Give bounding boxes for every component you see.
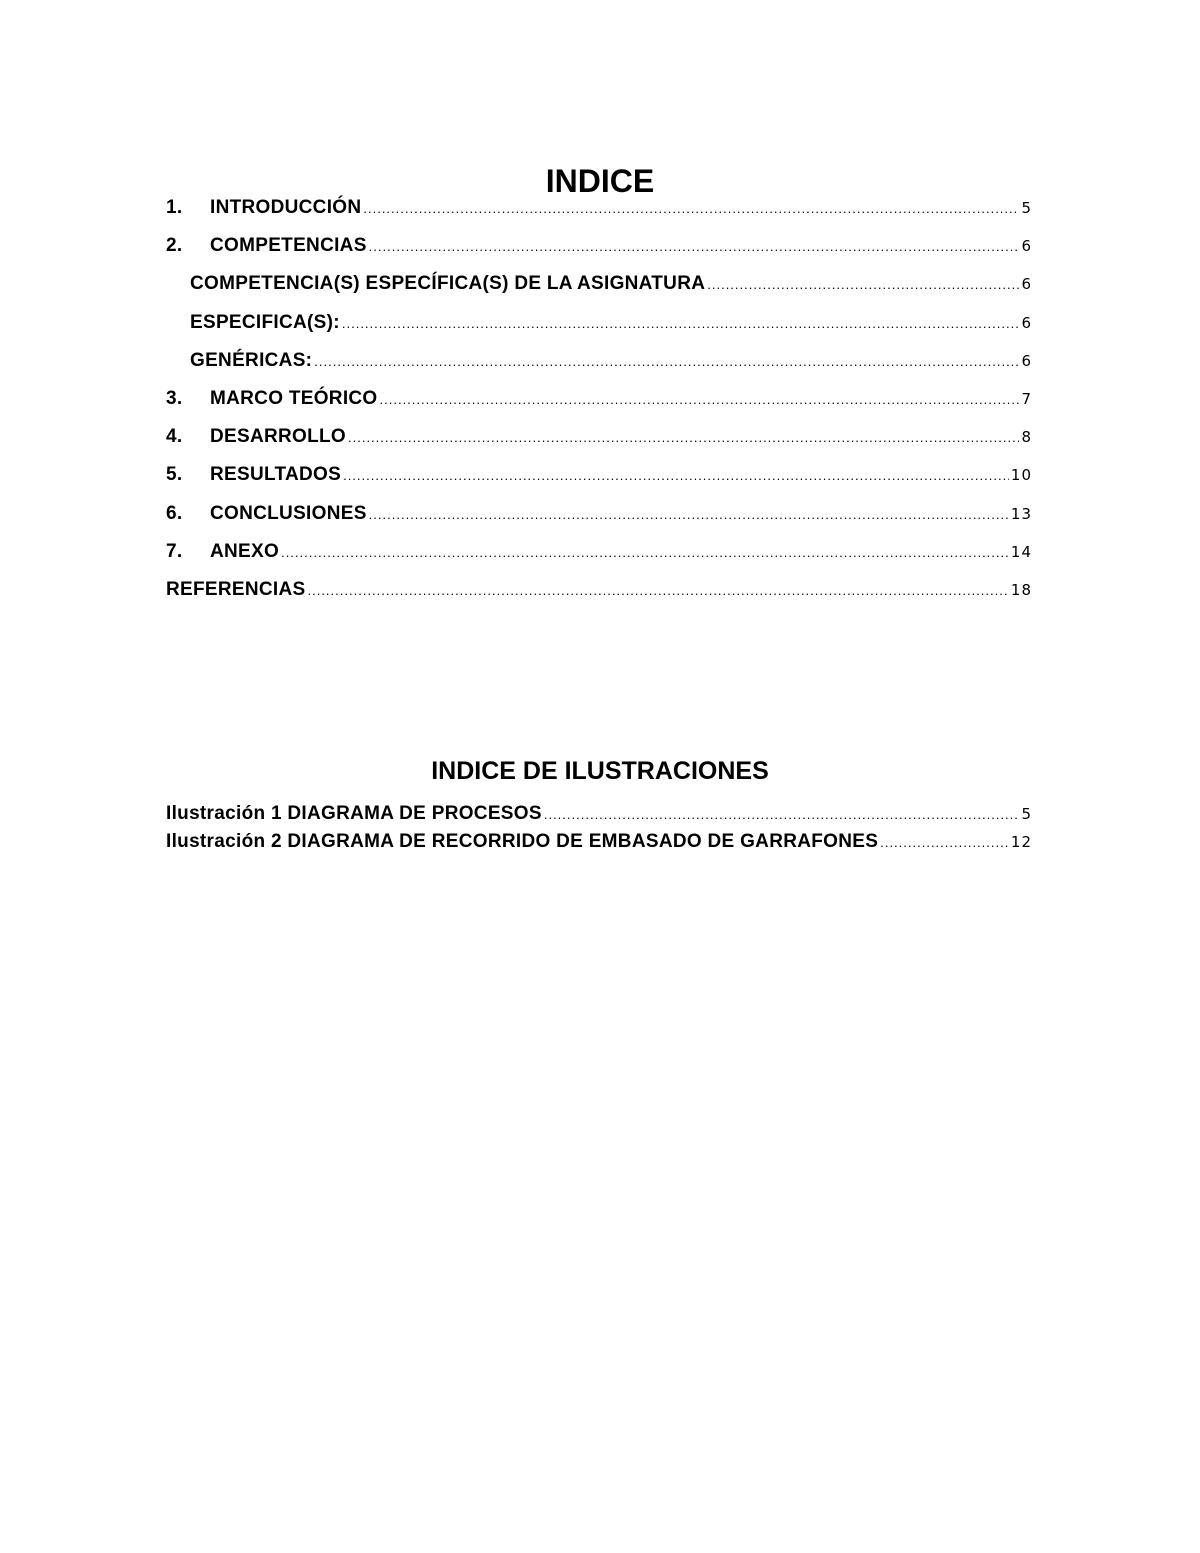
toc-dot-leader (544, 807, 1020, 822)
figure-entry-label: Ilustración 1 DIAGRAMA DE PROCESOS (166, 803, 542, 824)
toc-title: INDICE (545, 163, 655, 199)
toc-dot-leader (380, 392, 1020, 407)
toc-dot-leader (307, 583, 1008, 598)
toc-dot-leader (281, 545, 1009, 560)
toc-dot-leader (363, 201, 1019, 216)
toc-entry-number: 2. (166, 235, 183, 257)
toc-entry-page: 10 (1010, 466, 1032, 485)
toc-entry-label: COMPETENCIAS (210, 235, 367, 257)
toc-entry-page: 6 (1021, 313, 1032, 332)
toc-dot-leader (314, 354, 1019, 369)
toc-entry-label: MARCO TEÓRICO (210, 387, 378, 409)
toc-dot-leader (342, 316, 1020, 331)
toc-dot-leader (707, 277, 1019, 292)
toc-entry-page: 6 (1021, 351, 1032, 370)
toc-entry-page: 7 (1021, 389, 1032, 408)
toc-entry-number: 1. (166, 197, 183, 218)
figure-entry-2[interactable] (166, 831, 1032, 859)
figure-entry-label: Ilustración 2 DIAGRAMA DE RECORRIDO DE EMBASADO DE GARRAFONES (166, 831, 879, 852)
toc-entry-marco-teorico[interactable] (166, 388, 1032, 426)
toc-entry-page: 8 (1021, 428, 1032, 447)
toc-entry-page: 13 (1010, 504, 1032, 523)
toc-entry-desarrollo[interactable] (166, 426, 1032, 464)
toc-entry-number: 4. (166, 426, 183, 448)
toc-entry-competencias[interactable] (166, 235, 1032, 273)
figure-entry-1[interactable] (166, 803, 1032, 831)
toc-entry-anexo[interactable] (166, 541, 1032, 579)
toc-dot-leader (369, 507, 1009, 522)
toc-dot-leader (880, 835, 1009, 850)
toc-entry-page: 5 (1021, 199, 1032, 217)
toc-entry-label: ANEXO (210, 540, 280, 562)
toc-entry-label: CONCLUSIONES (210, 502, 367, 524)
toc-entry-label: INTRODUCCIÓN (210, 197, 362, 218)
toc-entry-page: 6 (1021, 275, 1032, 294)
figure-entry-page: 12 (1010, 833, 1032, 851)
toc-entry-number: 7. (166, 540, 183, 562)
toc-entry-page: 18 (1010, 580, 1032, 599)
figure-entry-page: 5 (1021, 805, 1032, 823)
toc-entry-label: ESPECIFICA(S): (190, 311, 340, 333)
toc-entry-conclusiones[interactable] (166, 503, 1032, 541)
toc-entry-number: 5. (166, 464, 183, 486)
toc-entry-number: 6. (166, 502, 183, 524)
toc-entry-introduccion[interactable] (166, 197, 1032, 235)
toc-entry-page: 14 (1010, 542, 1032, 561)
toc-entry-label: RESULTADOS (210, 464, 342, 486)
toc-entry-especificas[interactable] (166, 312, 1032, 350)
figures-index-title: INDICE DE ILUSTRACIONES (431, 757, 769, 785)
toc-list (166, 197, 1032, 617)
toc-entry-label: GENÉRICAS: (190, 349, 313, 371)
toc-entry-genericas[interactable] (166, 350, 1032, 388)
toc-entry-label: REFERENCIAS (166, 578, 306, 600)
toc-entry-label: COMPETENCIA(S) ESPECÍFICA(S) DE LA ASIGNATURA (190, 273, 706, 295)
toc-entry-number: 3. (166, 387, 183, 409)
toc-dot-leader (348, 430, 1019, 445)
toc-dot-leader (369, 239, 1020, 254)
toc-entry-referencias[interactable] (166, 579, 1032, 617)
toc-entry-competencias-especificas[interactable] (166, 273, 1032, 311)
toc-dot-leader (343, 468, 1009, 483)
toc-entry-resultados[interactable] (166, 464, 1032, 502)
figures-list (166, 803, 1032, 859)
toc-entry-label: DESARROLLO (210, 426, 346, 448)
toc-entry-page: 6 (1021, 237, 1032, 256)
